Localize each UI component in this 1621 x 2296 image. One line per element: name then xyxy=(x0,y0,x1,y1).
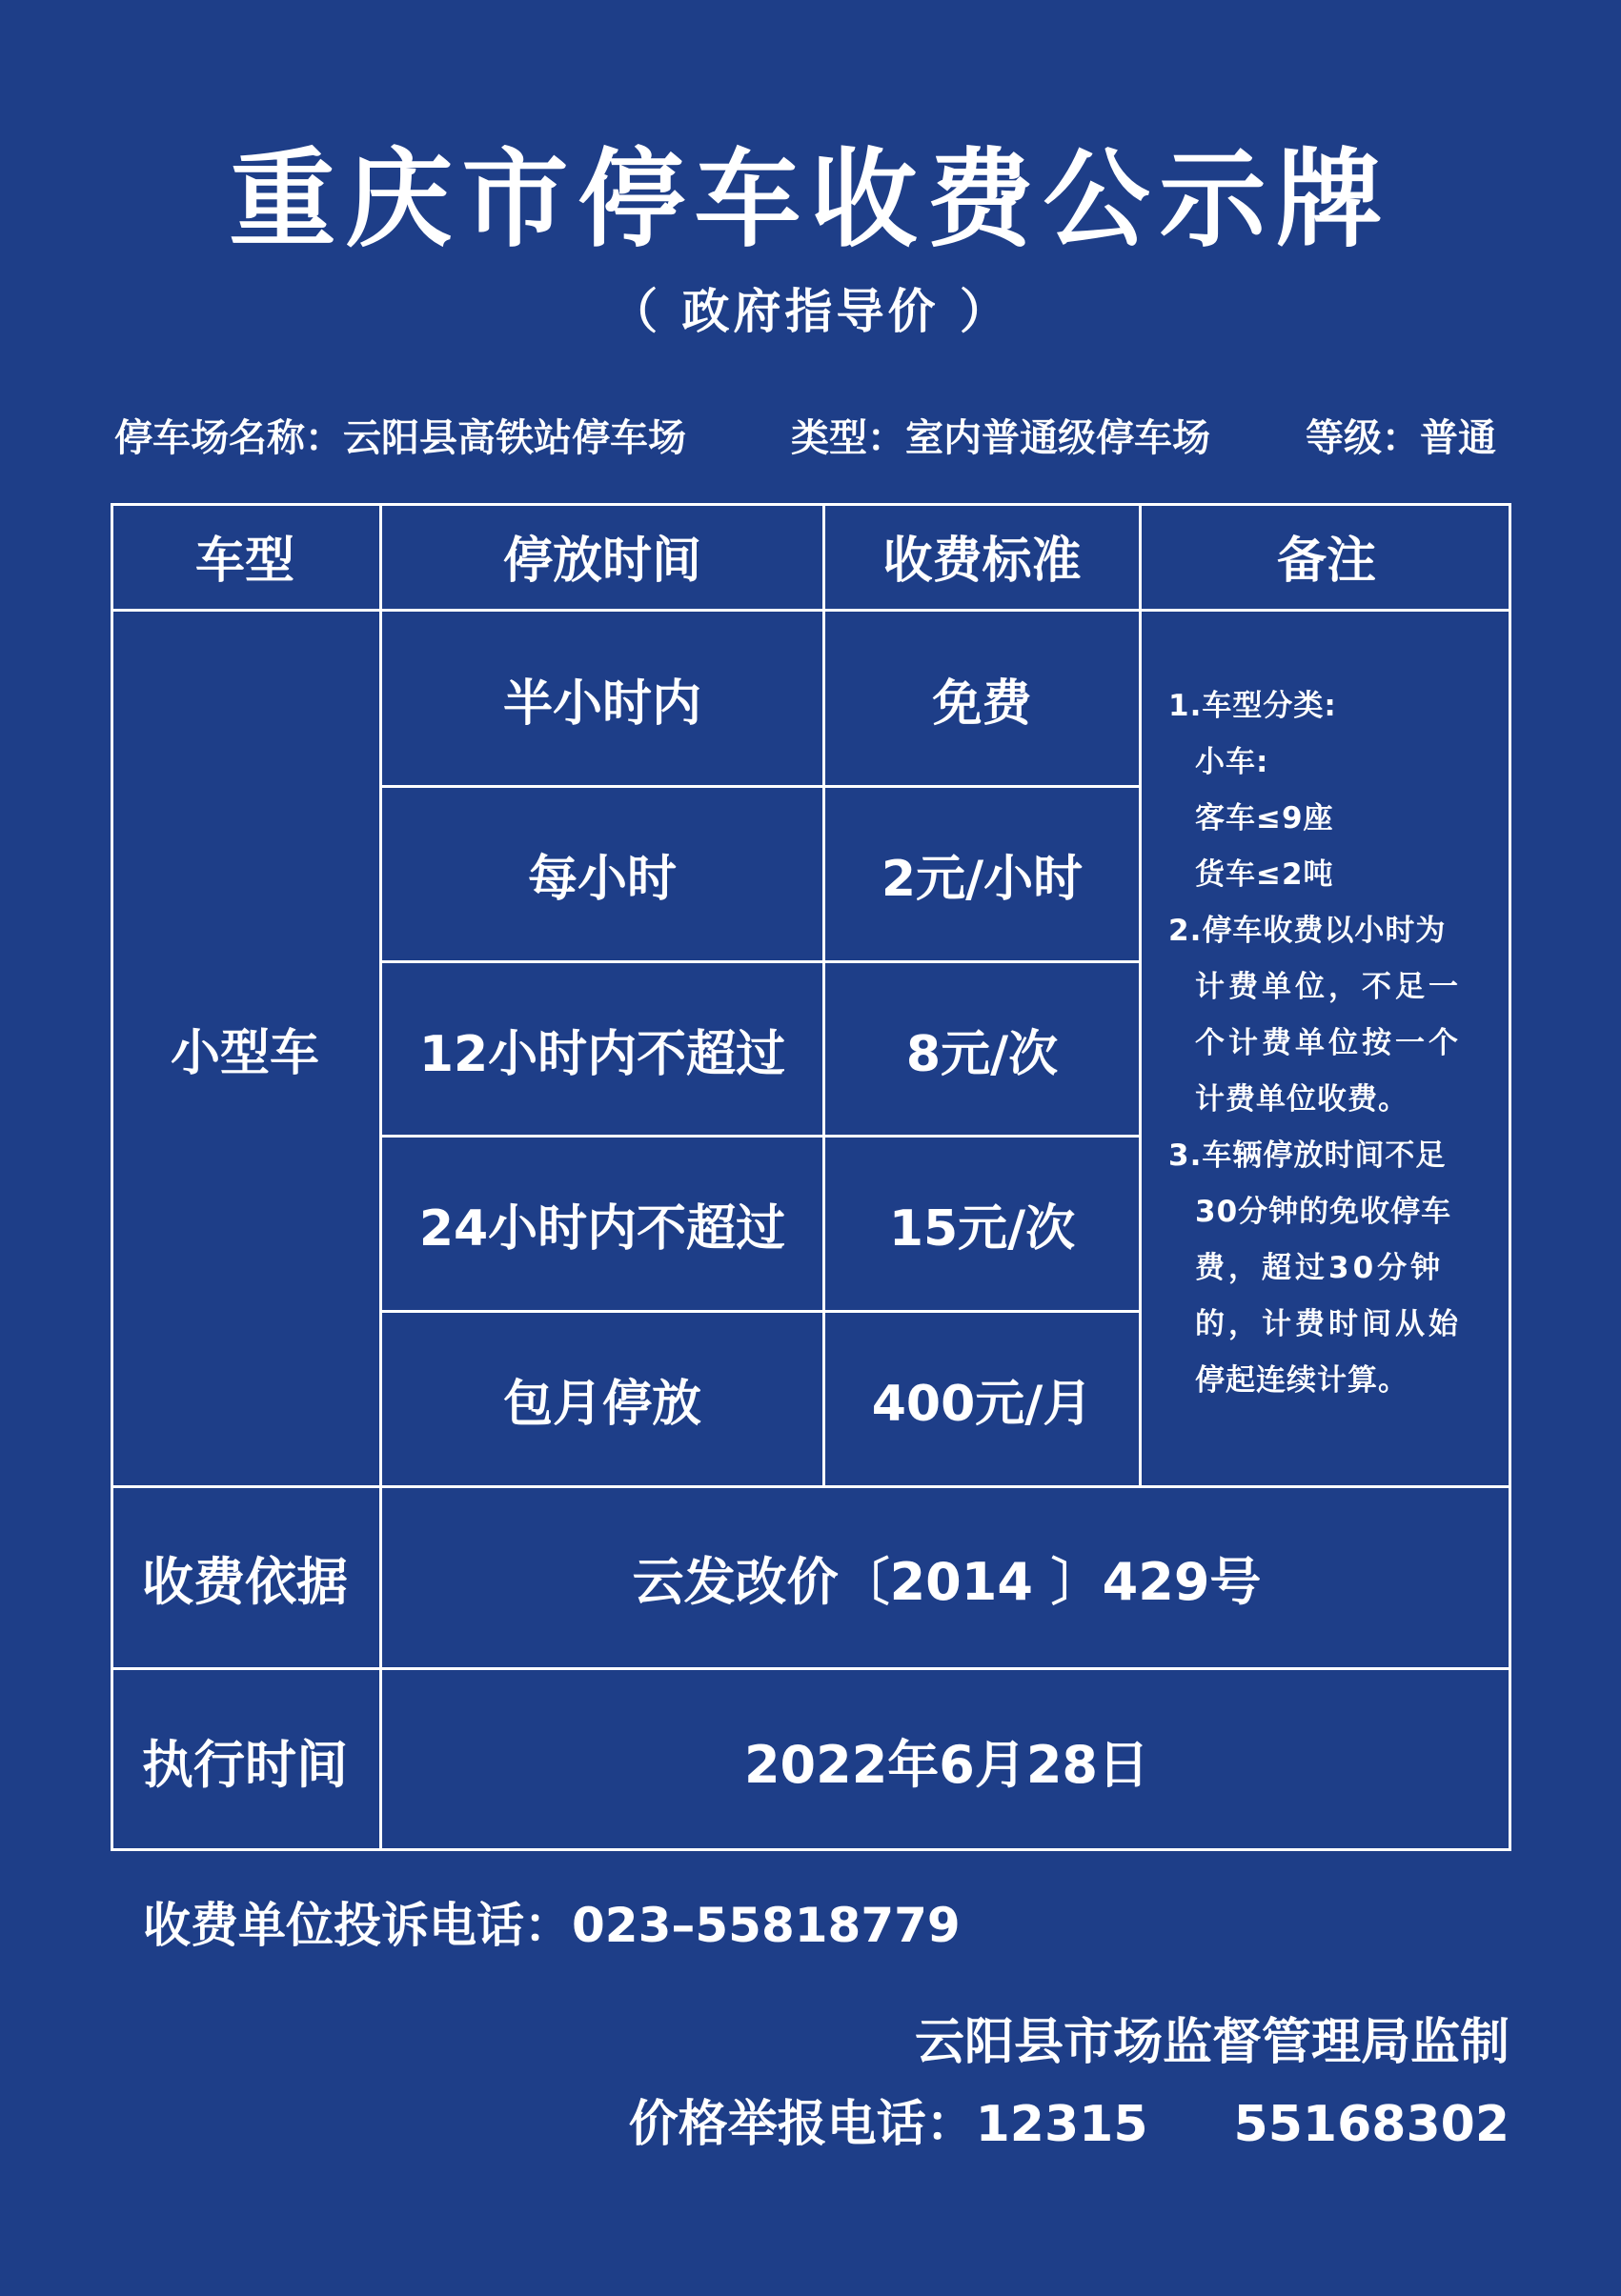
fee-basis-label: 收费依据 xyxy=(142,1551,348,1612)
note-line: 2.停车收费以小时为 xyxy=(1168,914,1447,948)
remarks-notes xyxy=(1168,678,1492,1409)
fee-12-hours: 8元/次 xyxy=(905,1025,1059,1083)
effective-date-value: 2022年6月28日 xyxy=(743,1734,1149,1795)
price-report-phone-2: 55168302 xyxy=(1233,2096,1510,2153)
sign-subtitle: （ 政府指导价 ） xyxy=(610,284,1011,339)
parking-lot-type: 类型：室内普通级停车场 xyxy=(791,416,1210,460)
price-report-label: 价格举报电话：12315 xyxy=(628,2096,1148,2153)
vehicle-type-small-car: 小型车 xyxy=(170,1025,319,1082)
note-line: 停起连续计算。 xyxy=(1195,1363,1408,1398)
note-line: 个计费单位按一个 xyxy=(1195,1026,1462,1060)
complaint-phone: 收费单位投诉电话：023–55818779 xyxy=(143,1898,961,1953)
header-vehicle-type: 车型 xyxy=(194,533,294,590)
parking-lot-level: 等级：普通 xyxy=(1306,416,1496,460)
fee-monthly: 400元/月 xyxy=(871,1376,1093,1433)
price-report-phone xyxy=(629,2092,1510,2157)
header-parking-time: 停放时间 xyxy=(502,533,701,590)
note-line: 计费单位收费。 xyxy=(1195,1082,1408,1117)
time-24-hours: 24小时内不超过 xyxy=(418,1200,786,1258)
fee-half-hour: 免费 xyxy=(932,675,1032,733)
note-line: 计费单位，不足一 xyxy=(1195,970,1462,1004)
note-line: 1.车型分类: xyxy=(1168,689,1337,723)
header-fee-standard: 收费标准 xyxy=(882,533,1082,590)
note-line: 货车≤2吨 xyxy=(1195,857,1334,892)
time-12-hours: 12小时内不超过 xyxy=(418,1025,786,1083)
fee-24-hours: 15元/次 xyxy=(888,1200,1076,1258)
effective-date-label: 执行时间 xyxy=(142,1734,348,1795)
note-line: 30分钟的免收停车 xyxy=(1195,1195,1452,1229)
time-per-hour: 每小时 xyxy=(527,851,677,908)
note-line: 3.车辆停放时间不足 xyxy=(1168,1138,1447,1173)
header-remarks: 备注 xyxy=(1276,533,1376,590)
note-line: 小车: xyxy=(1195,745,1269,779)
fee-per-hour: 2元/小时 xyxy=(881,851,1084,908)
time-monthly: 包月停放 xyxy=(502,1376,701,1433)
parking-lot-name: 停车场名称：云阳县高铁站停车场 xyxy=(114,416,686,460)
fee-basis-value: 云发改价〔2014 〕429号 xyxy=(632,1551,1262,1612)
note-line: 客车≤9座 xyxy=(1195,801,1334,836)
time-half-hour: 半小时内 xyxy=(502,675,701,733)
supervising-authority: 云阳县市场监督管理局监制 xyxy=(914,2014,1510,2071)
sign-title: 重庆市停车收费公示牌 xyxy=(229,138,1392,262)
table-divider xyxy=(1139,503,1142,1485)
note-line: 的，计费时间从始 xyxy=(1195,1307,1462,1341)
note-line: 费，超过30分钟 xyxy=(1195,1251,1445,1285)
